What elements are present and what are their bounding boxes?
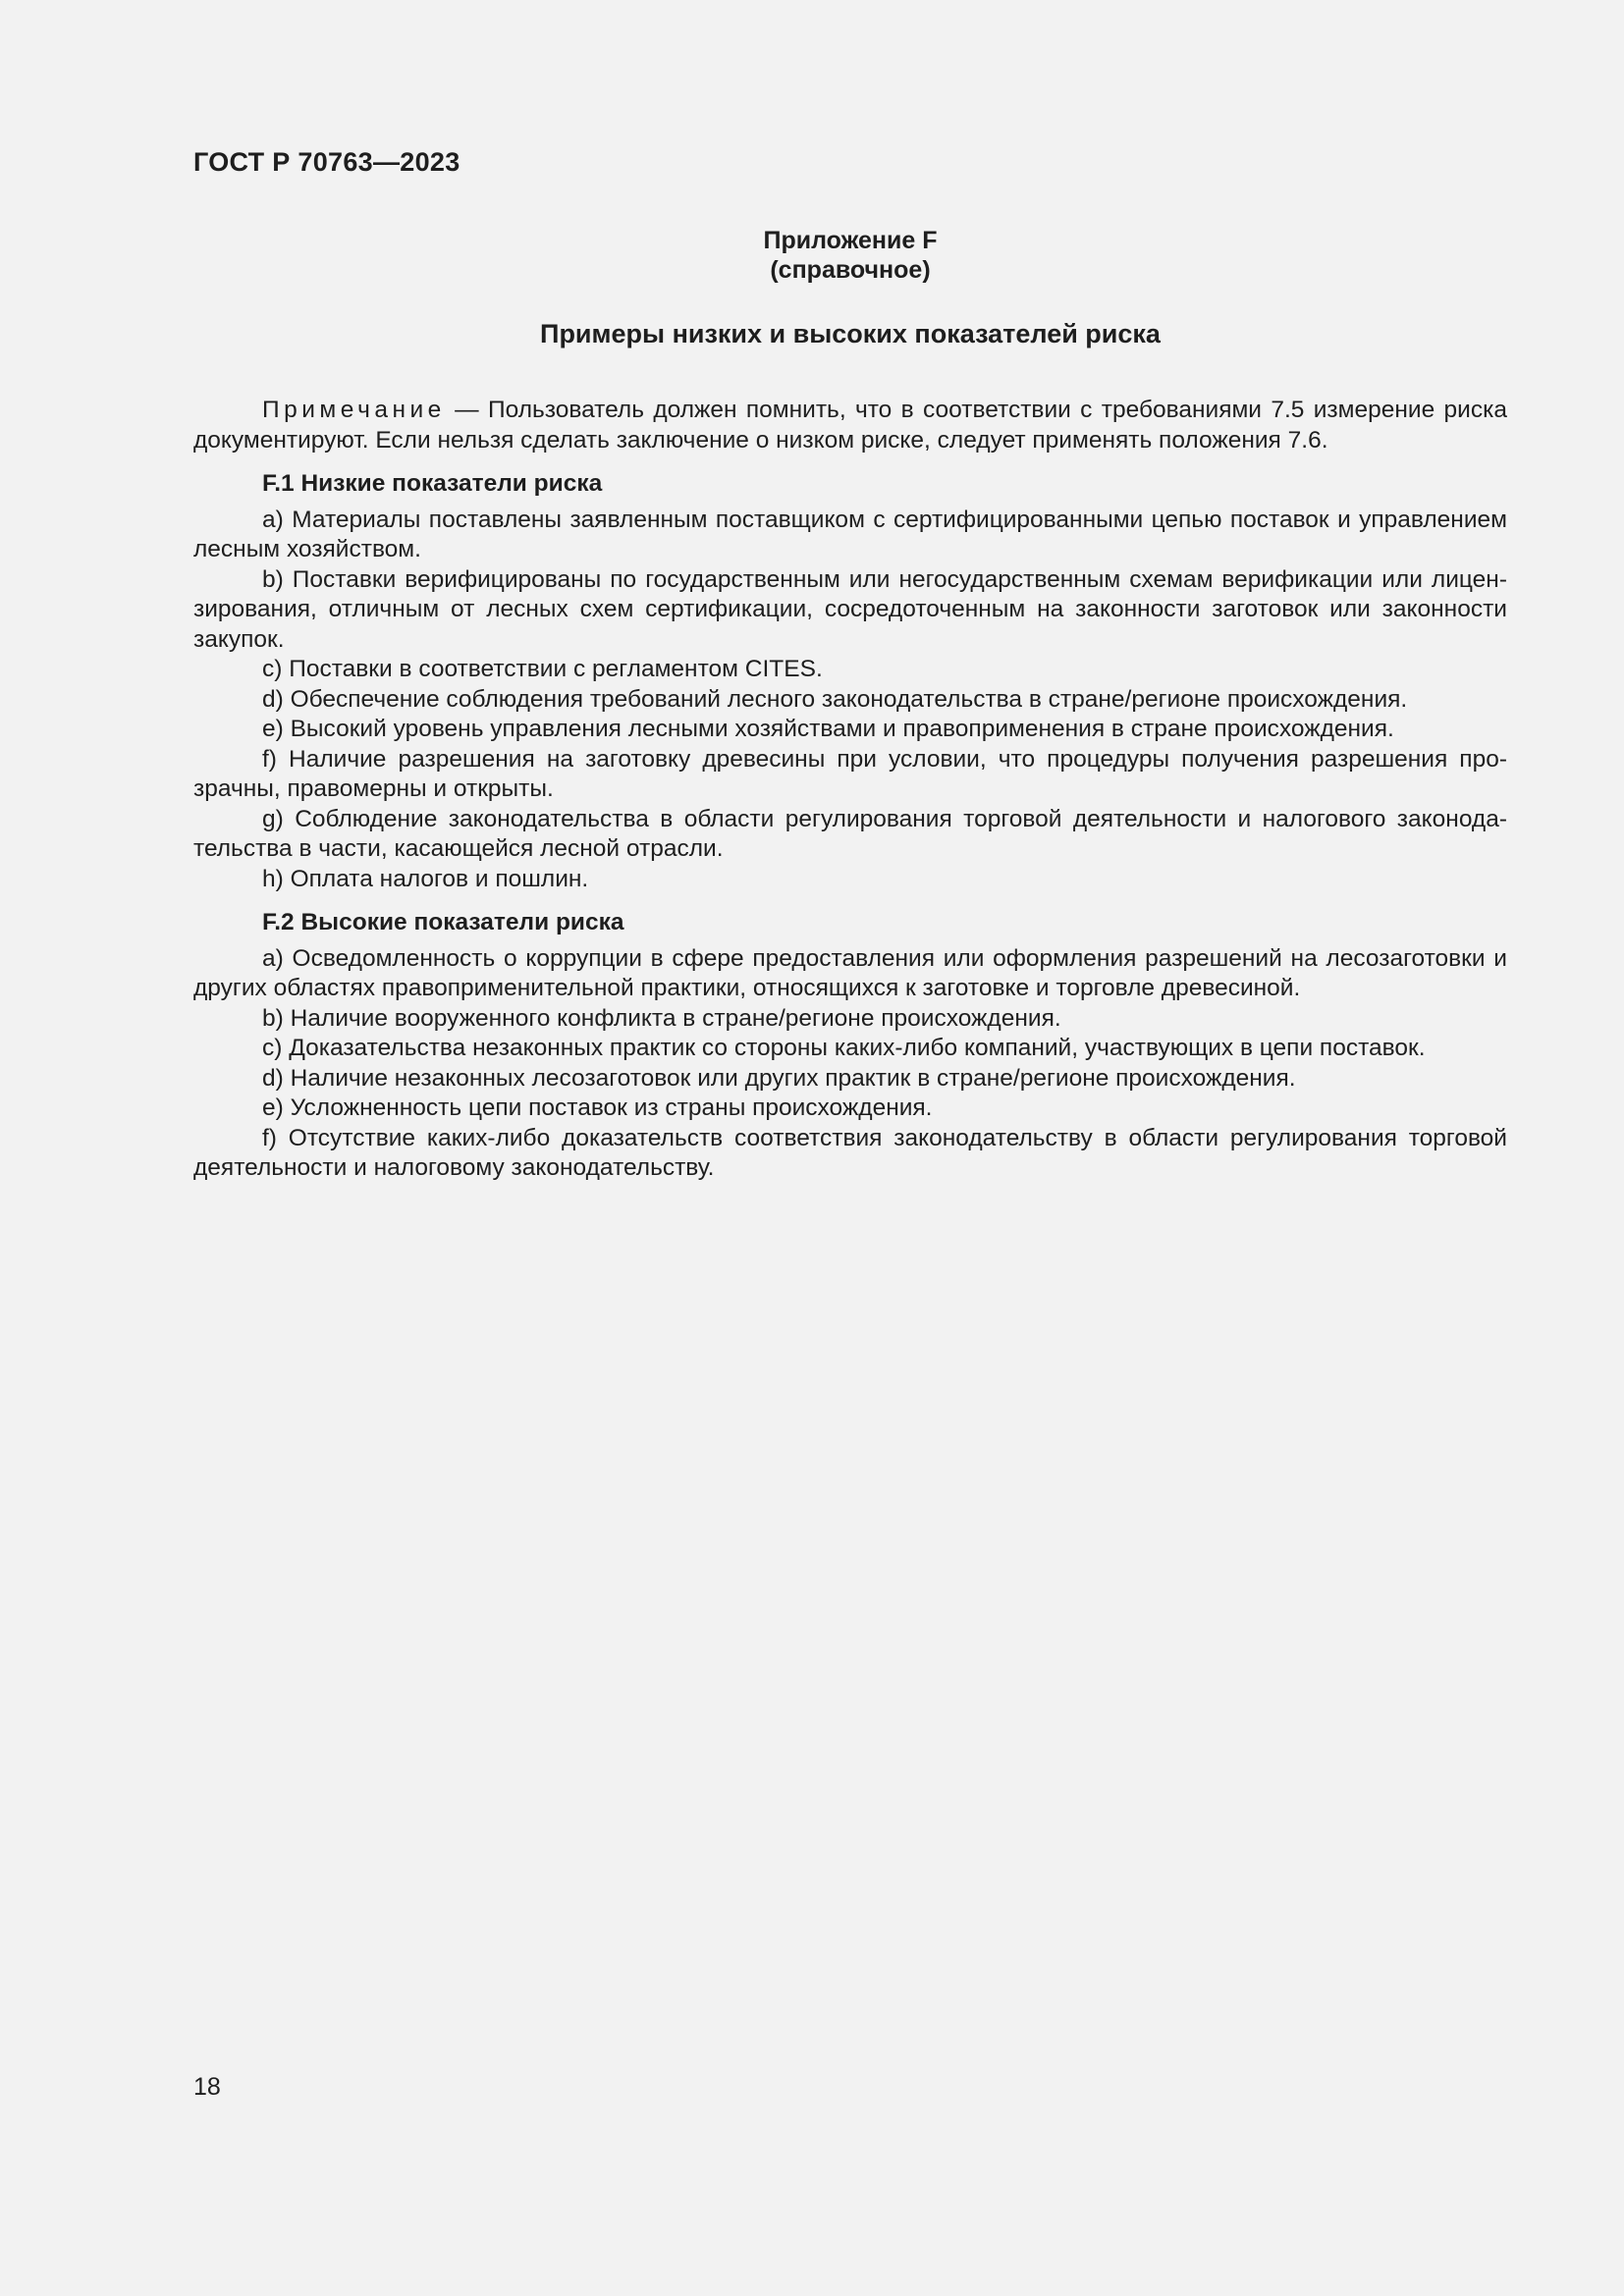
document-id: ГОСТ Р 70763—2023 (193, 147, 460, 177)
list-item: c) Поставки в соответствии с регламентом CITES. (262, 656, 823, 682)
note-label: Примечание (262, 397, 446, 423)
appendix-heading (193, 226, 1507, 285)
list-item: f) Отсутствие каких-либо доказательств соответствия законодательству в области регулирования торговой деятельности и налоговому законодательству. (193, 1124, 1507, 1181)
note-text: — Пользователь должен помнить, что в соответствии с требованиями 7.5 измерение риска документируют. Если нельзя сделать заключение о низком риске, следует применять положения 7.6. (193, 397, 1507, 454)
list-item: h) Оплата налогов и пошлин. (262, 865, 589, 892)
page-number: 18 (193, 2073, 221, 2101)
list-item: e) Высокий уровень управления лесными хозяйствами и правоприменения в стране происхождения. (262, 716, 1394, 742)
note-paragraph (193, 396, 1507, 455)
list-item: d) Обеспечение соблюдения требований лесного законодательства в стране/регионе происхождения. (262, 685, 1408, 713)
appendix-title: Примеры низких и высоких показателей риска (540, 319, 1161, 348)
list-item: g) Соблюдение законодательства в области регулирования торговой деятельности и налогового законодательства в части, касающейся лесной отрасли. (193, 805, 1507, 862)
list-item: d) Наличие незаконных лесозаготовок или других практик в стране/регионе происхождения. (262, 1064, 1296, 1092)
list-item: f) Наличие разрешения на заготовку древесины при условии, что процедуры получения разрешения прозрачны, правомерны и открыты. (193, 745, 1507, 802)
list-item: b) Поставки верифицированы по государственным или негосударственным схемам верификации или лицензирования, отличным от лесных схем сертификации, сосредоточенным на законности заготовок или законности закупок. (193, 565, 1507, 653)
document-body (193, 396, 1507, 1184)
list-item: a) Материалы поставлены заявленным поставщиком с сертифицированными цепью поставок и управлением лесным хозяйством. (193, 506, 1507, 562)
list-item: c) Доказательства незаконных практик со стороны каких-либо компаний, участвующих в цепи поставок. (262, 1035, 1426, 1061)
list-item: b) Наличие вооруженного конфликта в стране/регионе происхождения. (262, 1004, 1061, 1032)
list-item: a) Осведомленность о коррупции в сфере предоставления или оформления разрешений на лесозаготовки и других областях правоприменительной практики, относящихся к заготовке и торговле древесиной. (193, 944, 1507, 1001)
section-heading-low-risk: F.1 Низкие показатели риска (262, 470, 603, 497)
appendix-kind: (справочное) (770, 256, 931, 284)
section-heading-high-risk: F.2 Высокие показатели риска (262, 909, 624, 935)
list-item: e) Усложненность цепи поставок из страны происхождения. (262, 1095, 933, 1121)
appendix-label: Приложение F (763, 227, 938, 254)
